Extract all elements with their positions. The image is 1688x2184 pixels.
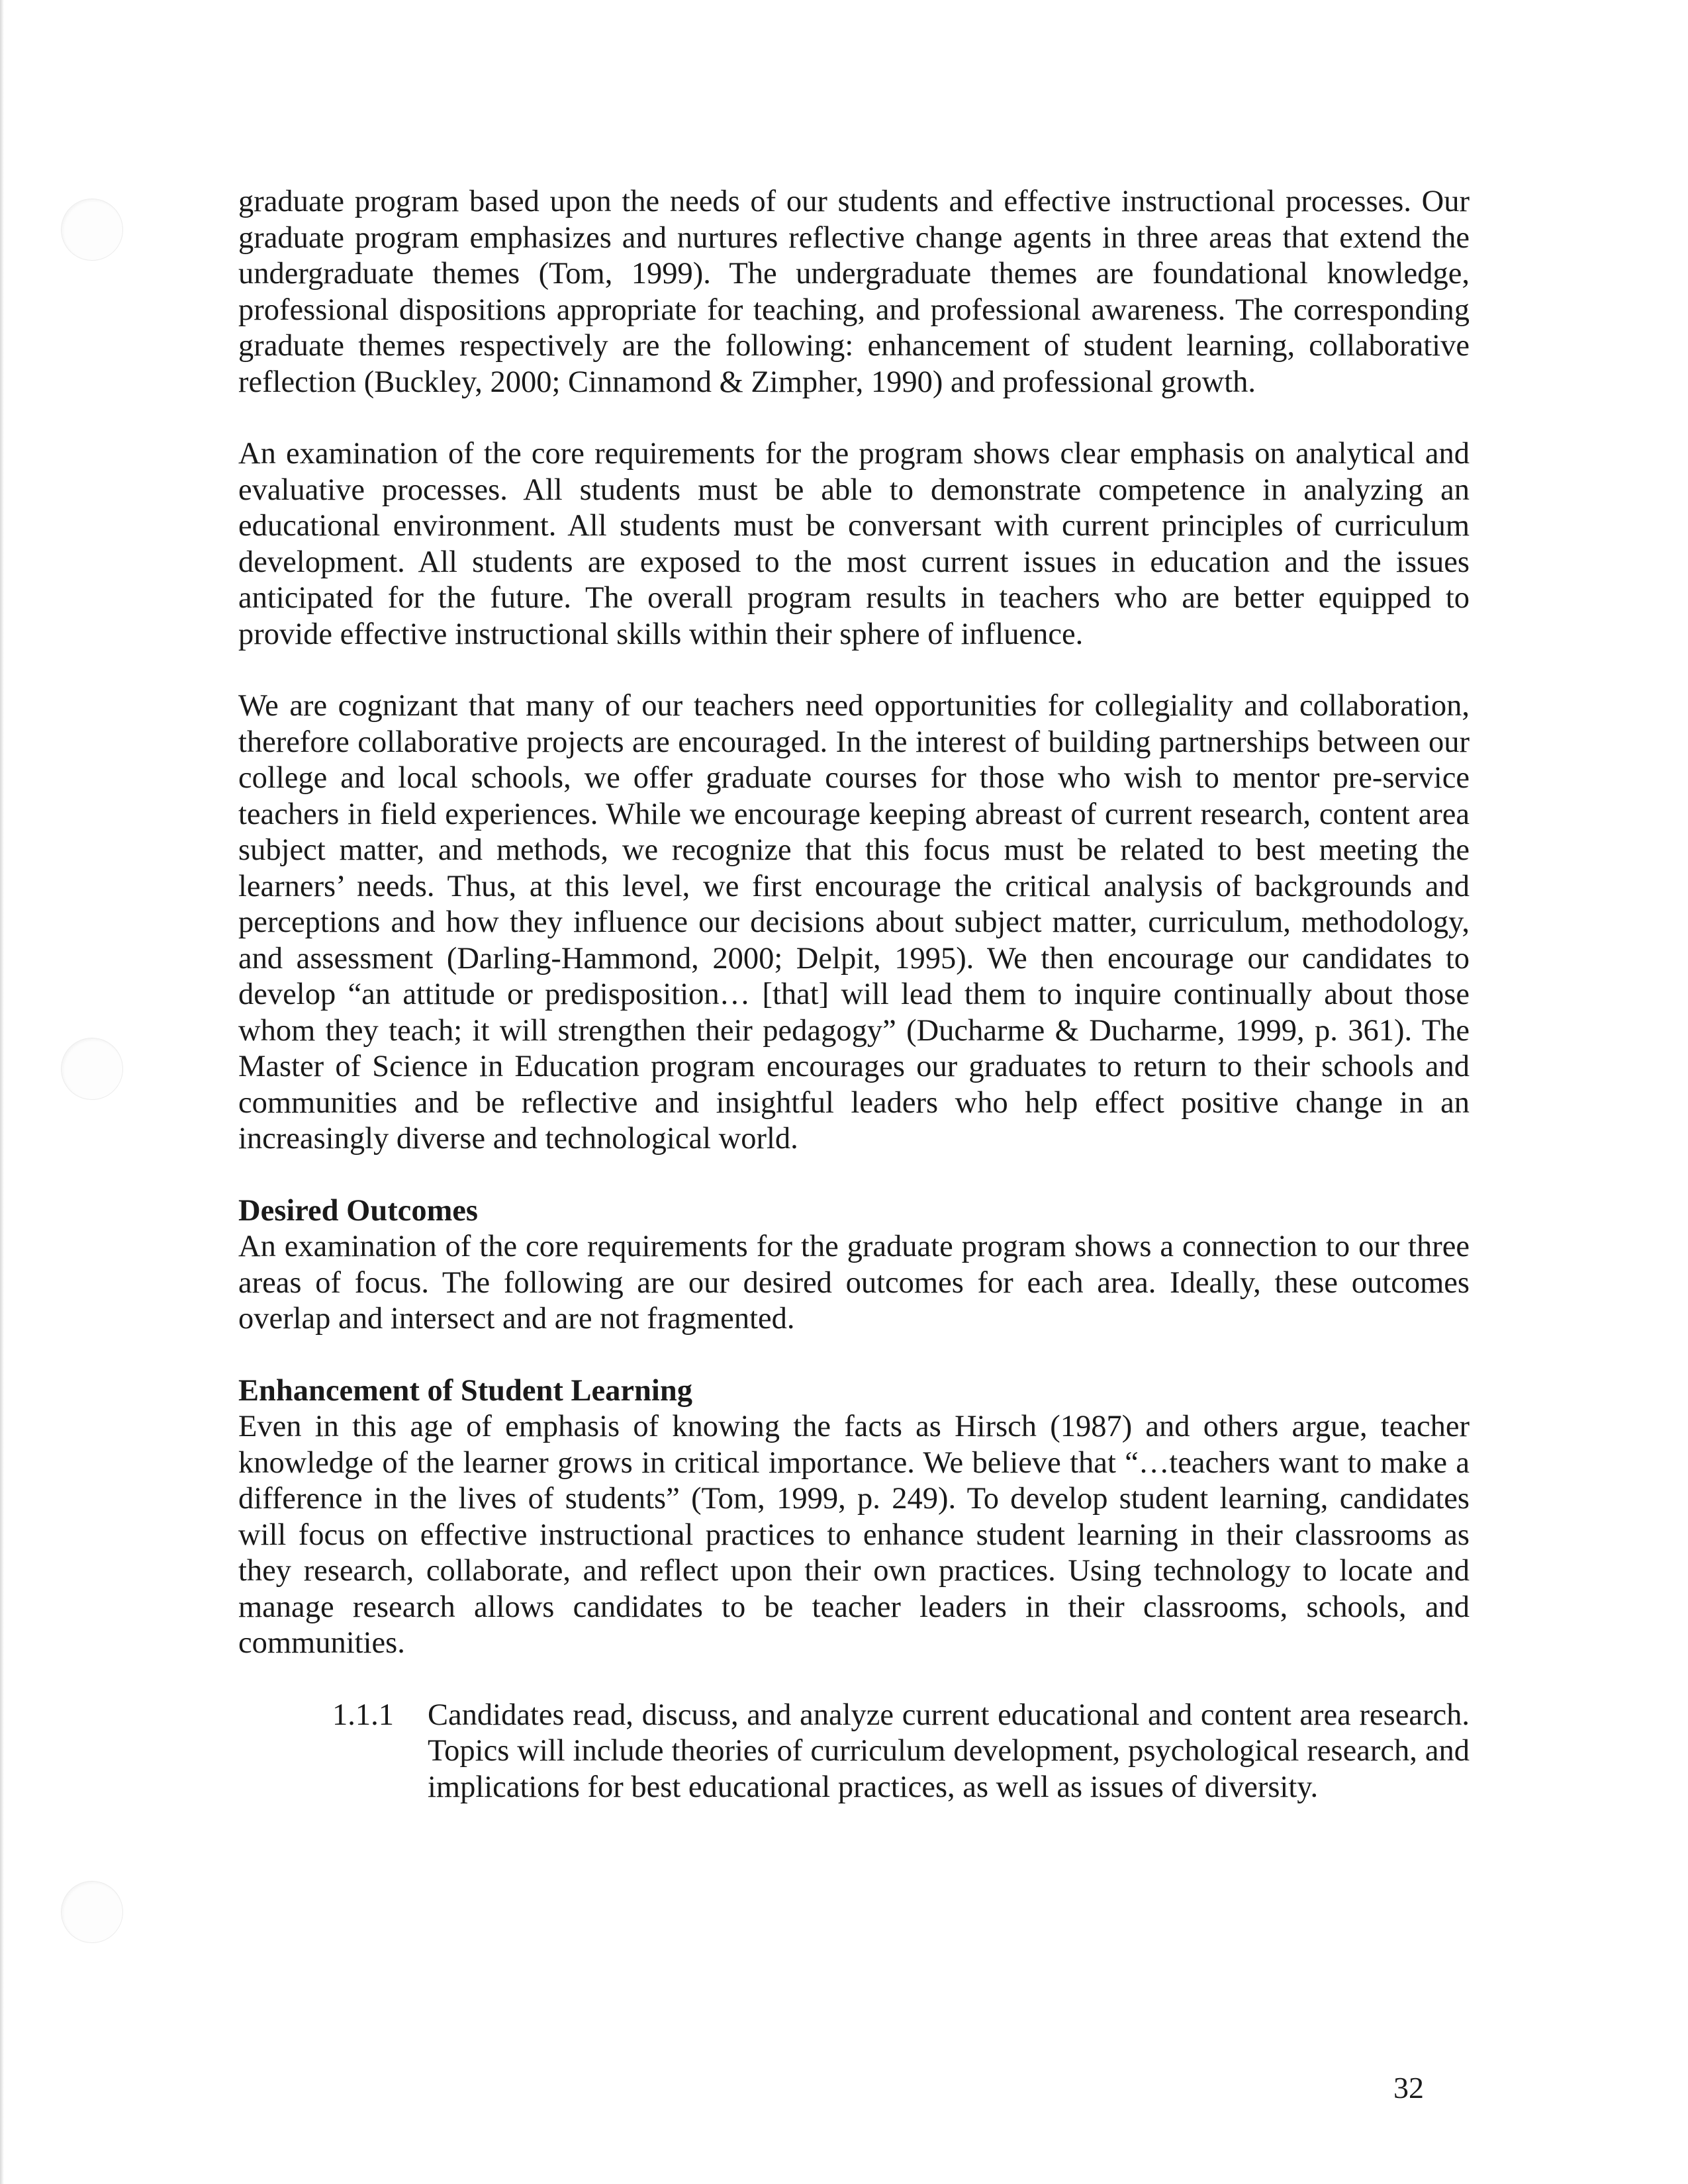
section-enhancement-student-learning: [238, 1373, 1470, 1806]
page-number: 32: [1393, 2071, 1424, 2105]
paragraph-graduate-themes: graduate program based upon the needs of our students and effective instructional processes. Our graduate program emphasizes and nurtures reflective change agents in three areas that extend the undergraduate themes (Tom, 1999). The undergraduate themes are foundational knowledge, professional dispositions appropriate for teaching, and professional awareness. The corresponding graduate themes respectively are the following: enhancement of student learning, collaborative reflection (Buckley, 2000; Cinnamond & Zimpher, 1990) and professional growth.: [238, 185, 1470, 399]
paragraph-desired-outcomes: An examination of the core requirements for the graduate program shows a connection to our three areas of focus. The following are our desired outcomes for each area. Ideally, these outcomes overlap and intersect and are not fragmented.: [238, 1230, 1470, 1336]
list-item-text: Candidates read, discuss, and analyze current educational and content area research. Topics will include theories of curriculum development, psychological research, and implications for best educational practices, as well as issues of diversity.: [428, 1698, 1470, 1804]
punch-hole: [61, 199, 123, 261]
punch-hole: [61, 1881, 123, 1943]
paragraph-enhancement-student-learning: Even in this age of emphasis of knowing the facts as Hirsch (1987) and others argue, teacher knowledge of the learner grows in critical importance. We believe that “…teachers want to make a difference in the lives of students” (Tom, 1999, p. 249). To develop student learning, candidates will focus on effective instructional practices to enhance student learning in their classrooms as they research, collaborate, and reflect upon their own practices. Using technology to locate and manage research allows candidates to be teacher leaders in their classrooms, schools, and communities.: [238, 1410, 1470, 1660]
heading-desired-outcomes: Desired Outcomes: [238, 1193, 479, 1228]
list-item-outcome: [238, 1698, 1470, 1806]
paragraph-collaboration: We are cognizant that many of our teachers need opportunities for collegiality and collaboration, therefore collaborative projects are encouraged. In the interest of building partnerships between our college and local schools, we offer graduate courses for those who wish to mentor pre-service teachers in field experiences. While we encourage keeping abreast of current research, content area subject matter, and methods, we recognize that this focus must be related to best meeting the learners’ needs. Thus, at this level, we first encourage the critical analysis of backgrounds and perceptions and how they influence our decisions about subject matter, curriculum, methodology, and assessment (Darling-Hammond, 2000; Delpit, 1995). We then encourage our candidates to develop “an attitude or predisposition… [that] will lead them to inquire continually about those whom they teach; it will strengthen their pedagogy” (Ducharme & Ducharme, 1999, p. 361). The Master of Science in Education program encourages our graduates to return to their schools and communities and be reflective and insightful leaders who help effect positive change in an increasingly diverse and technological world.: [238, 689, 1470, 1156]
scan-edge: [0, 0, 4, 2184]
punch-hole: [61, 1038, 123, 1100]
list-item-number: 1.1.1: [332, 1698, 394, 1732]
paragraph-core-requirements: An examination of the core requirements for the program shows clear emphasis on analytical and evaluative processes. All students must be able to demonstrate competence in analyzing an educational environment. All students must be conversant with current principles of curriculum development. All students are exposed to the most current issues in education and the issues anticipated for the future. The overall program results in teachers who are better equipped to provide effective instructional skills within their sphere of influence.: [238, 437, 1470, 651]
heading-enhancement-student-learning: Enhancement of Student Learning: [238, 1373, 692, 1408]
document-body: [238, 184, 1470, 1841]
section-desired-outcomes: [238, 1193, 1470, 1338]
